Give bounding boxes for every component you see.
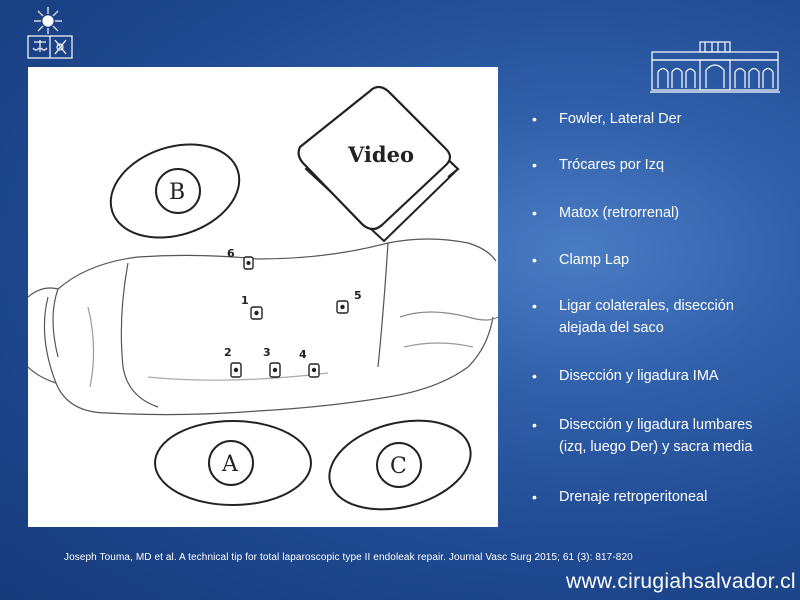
list-item-text: Fowler, Lateral Der: [559, 111, 682, 127]
port-number-3: 3: [263, 346, 271, 359]
bullet-icon: •: [532, 111, 537, 127]
list-item: [532, 108, 792, 130]
trocar-placement-diagram: [28, 67, 498, 527]
list-item-text: Trócares por Izq: [559, 157, 665, 173]
list-item-text: Disección y ligadura lumbares: [559, 417, 753, 433]
list-item: [532, 249, 792, 271]
port-number-1: 1: [241, 294, 249, 307]
list-item: [532, 202, 792, 224]
ellipse-b: [99, 129, 252, 253]
trocar-port-5: [337, 289, 362, 313]
ellipse-c: [320, 407, 480, 523]
list-item-text: Ligar colaterales, disección: [559, 298, 734, 314]
port-number-5: 5: [354, 289, 362, 302]
bullet-icon: •: [532, 417, 537, 433]
trocar-port-3: [263, 346, 280, 377]
ellipse-a: [155, 421, 311, 505]
ellipse-a-label: A: [222, 452, 238, 477]
list-item: [532, 414, 792, 458]
list-item: [532, 486, 792, 508]
list-item: [532, 154, 792, 176]
bullet-icon: •: [532, 157, 537, 173]
port-number-2: 2: [224, 346, 232, 359]
bullet-icon: •: [532, 252, 537, 268]
port-number-4: 4: [299, 348, 307, 361]
bullet-icon: •: [532, 489, 537, 505]
list-item-text: alejada del saco: [559, 320, 664, 336]
trocar-port-4: [299, 348, 319, 377]
university-emblem-logo: [24, 6, 80, 68]
list-item-text: (izq, luego Der) y sacra media: [559, 439, 753, 455]
list-item-text: Clamp Lap: [559, 252, 630, 268]
video-monitor-shape: [299, 87, 458, 241]
ellipse-c-label: C: [390, 454, 407, 479]
list-item: [532, 365, 792, 387]
hospital-building-logo: [650, 38, 780, 96]
list-item: [532, 295, 792, 339]
trocar-port-2: [224, 346, 241, 377]
bullet-icon: •: [532, 298, 537, 314]
patient-body-outline: [28, 239, 498, 415]
list-item-text: Disección y ligadura IMA: [559, 368, 719, 384]
trocar-port-1: [241, 294, 262, 319]
list-item-text: Drenaje retroperitoneal: [559, 489, 708, 505]
website-url: www.cirugiahsalvador.cl: [566, 570, 796, 593]
list-item-text: Matox (retrorrenal): [559, 205, 680, 221]
bullet-icon: •: [532, 205, 537, 221]
video-label: Video: [348, 142, 414, 167]
bullet-icon: •: [532, 368, 537, 384]
ellipse-b-label: B: [169, 180, 186, 205]
reference-citation: Joseph Touma, MD et al. A technical tip for total laparoscopic type II endoleak repair. Journal Vasc Surg 2015; 61 (3): 817-820: [64, 552, 633, 563]
port-number-6: 6: [227, 247, 235, 260]
